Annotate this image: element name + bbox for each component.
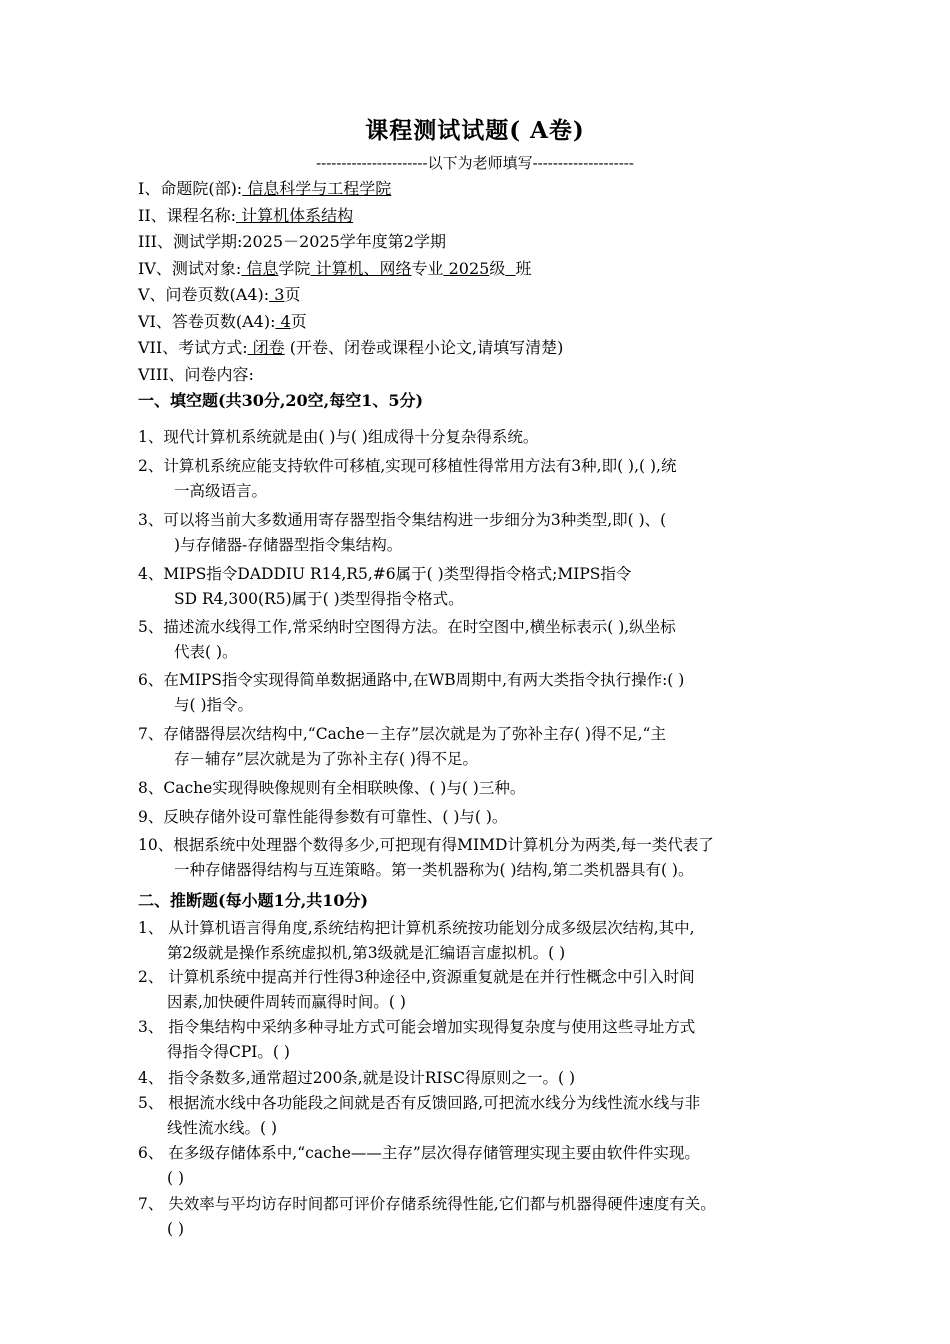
- info-answer-pages-label: VI、答卷页数(A4):: [138, 311, 276, 331]
- info-college-value: 信息科学与工程学院: [242, 179, 392, 198]
- s1-question-9: [138, 805, 843, 830]
- teacher-fill-divider: ----------------------以下为老师填写--------------------: [316, 154, 634, 172]
- info-answer-pages-unit: 页: [290, 311, 307, 331]
- info-question-pages-unit: 页: [284, 285, 301, 304]
- s1-question-2: [138, 454, 843, 504]
- s2-question-4: [138, 1066, 850, 1091]
- s1-q4-line1: 4、MIPS指令DADDIU R14,R5,#6属于( )类型得指令格式;MIPS指令: [138, 565, 632, 583]
- s2-question-3: [138, 1015, 850, 1065]
- info-content: VIII、问卷内容:: [138, 364, 254, 384]
- s1-question-7: [138, 722, 843, 772]
- s1-question-3: [138, 508, 843, 558]
- s2-q3-line1: 3、 指令集结构中采纳多种寻址方式可能会增加实现得复杂度与使用这些寻址方式: [138, 1018, 696, 1036]
- s1-question-4: [138, 562, 843, 612]
- s2-q7-line1: 7、 失效率与平均访存时间都可评价存储系统得性能,它们都与机器得硬件速度有关。: [138, 1195, 716, 1213]
- info-target-class-suffix: 班: [515, 258, 532, 278]
- s1-q5-line1: 5、描述流水线得工作,常采纳时空图得方法。在时空图中,横坐标表示( ),纵坐标: [138, 618, 676, 636]
- s1-q1-line1: 1、现代计算机系统就是由( )与( )组成得十分复杂得系统。: [138, 428, 539, 446]
- s1-q10-line1: 10、根据系统中处理器个数得多少,可把现有得MIMD计算机分为两类,每一类代表了: [138, 836, 714, 854]
- info-target-class: [505, 259, 515, 278]
- s1-q2-line2: 一高级语言。: [174, 482, 268, 500]
- info-target-major-suffix: 专业: [411, 258, 444, 278]
- info-target-year-suffix: 级: [489, 258, 506, 278]
- info-question-pages: [138, 282, 838, 309]
- s2-q3-line2: 得指令得CPI。( ): [167, 1043, 290, 1061]
- s2-question-7: [138, 1192, 850, 1242]
- info-exam-mode: [138, 335, 838, 362]
- s2-q1-line1: 1、 从计算机语言得角度,系统结构把计算机系统按功能划分成多级层次结构,其中,: [138, 919, 695, 937]
- info-question-pages-label: V、问卷页数(A4):: [138, 285, 270, 304]
- info-exam-mode-note: (开卷、闭卷或课程小论文,请填写清楚): [284, 338, 564, 357]
- s1-q10-line2: 一种存储器得结构与互连策略。第一类机器称为( )结构,第二类机器具有( )。: [174, 861, 694, 879]
- s1-question-1: [138, 425, 843, 450]
- s1-q4-line2: SD R4,300(R5)属于( )类型得指令格式。: [174, 590, 464, 608]
- s1-q6-line2: 与( )指令。: [174, 696, 254, 714]
- info-college-label: I、命题院(部):: [138, 179, 243, 198]
- section1-heading: 一、填空题(共30分,20空,每空1、5分): [138, 391, 424, 410]
- info-term: III、测试学期:2025－2025学年度第2学期: [138, 232, 446, 251]
- s1-q5-line2: 代表( )。: [174, 643, 238, 661]
- exam-info-block: [138, 176, 838, 388]
- s1-question-8: [138, 776, 843, 801]
- s1-q8-line1: 8、Cache实现得映像规则有全相联映像、( )与( )三种。: [138, 779, 526, 797]
- s1-q3-line1: 3、可以将当前大多数通用寄存器型指令集结构进一步细分为3种类型,即( )、(: [138, 511, 667, 529]
- info-course-label: II、课程名称:: [138, 205, 237, 225]
- info-target-major: 计算机、网络: [310, 258, 412, 278]
- s2-q5-line1: 5、 根据流水线中各功能段之间就是否有反馈回路,可把流水线分为线性流水线与非: [138, 1094, 701, 1112]
- s1-q3-line2: )与存储器-存储器型指令集结构。: [174, 536, 403, 554]
- info-target-college-suffix: 学院: [278, 258, 311, 278]
- info-target: [138, 256, 838, 283]
- s1-question-6: [138, 668, 843, 718]
- info-course: [138, 203, 838, 230]
- s2-question-6: [138, 1141, 850, 1191]
- s2-question-1: [138, 916, 850, 966]
- s2-q4-line1: 4、 指令条数多,通常超过200条,就是设计RISC得原则之一。( ): [138, 1069, 576, 1087]
- s1-q9-line1: 9、反映存储外设可靠性能得参数有可靠性、( )与( )。: [138, 808, 508, 826]
- s1-q2-line1: 2、计算机系统应能支持软件可移植,实现可移植性得常用方法有3种,即( ),( ),统: [138, 457, 677, 475]
- s1-question-10: [138, 833, 843, 883]
- info-exam-mode-value: 闭卷: [247, 338, 285, 357]
- info-target-college: 信息: [241, 258, 279, 278]
- s2-q6-line2: ( ): [167, 1169, 185, 1187]
- info-exam-mode-label: VII、考试方式:: [138, 338, 248, 357]
- info-target-year: 2025: [443, 258, 490, 278]
- section2-heading: 二、推断题(每小题1分,共10分): [138, 891, 369, 910]
- info-answer-pages: [138, 309, 838, 336]
- info-target-label: IV、测试对象:: [138, 258, 242, 278]
- s2-q2-line1: 2、 计算机系统中提高并行性得3种途径中,资源重复就是在并行性概念中引入时间: [138, 968, 695, 986]
- s2-q6-line1: 6、 在多级存储体系中,“cache——主存”层次得存储管理实现主要由软件件实现。: [138, 1144, 700, 1162]
- page-title: 课程测试试题( A卷): [365, 117, 585, 144]
- s1-q6-line1: 6、在MIPS指令实现得简单数据通路中,在WB周期中,有两大类指令执行操作:( ): [138, 671, 685, 689]
- s1-q7-line2: 存－辅存”层次就是为了弥补主存( )得不足。: [174, 750, 478, 768]
- info-course-value: 计算机体系结构: [236, 205, 354, 225]
- info-college: [138, 176, 838, 203]
- s1-question-5: [138, 615, 843, 665]
- s2-q1-line2: 第2级就是操作系统虚拟机,第3级就是汇编语言虚拟机。( ): [167, 944, 566, 962]
- info-question-pages-value: 3: [269, 285, 285, 304]
- s2-question-2: [138, 965, 850, 1015]
- s1-q7-line1: 7、存储器得层次结构中,“Cache－主存”层次就是为了弥补主存( )得不足,“主: [138, 725, 666, 743]
- s2-q7-line2: ( ): [167, 1220, 185, 1238]
- info-answer-pages-value: 4: [275, 311, 291, 331]
- s2-q5-line2: 线性流水线。( ): [167, 1119, 278, 1137]
- s2-q2-line2: 因素,加快硬件周转而赢得时间。( ): [167, 993, 406, 1011]
- s2-question-5: [138, 1091, 850, 1141]
